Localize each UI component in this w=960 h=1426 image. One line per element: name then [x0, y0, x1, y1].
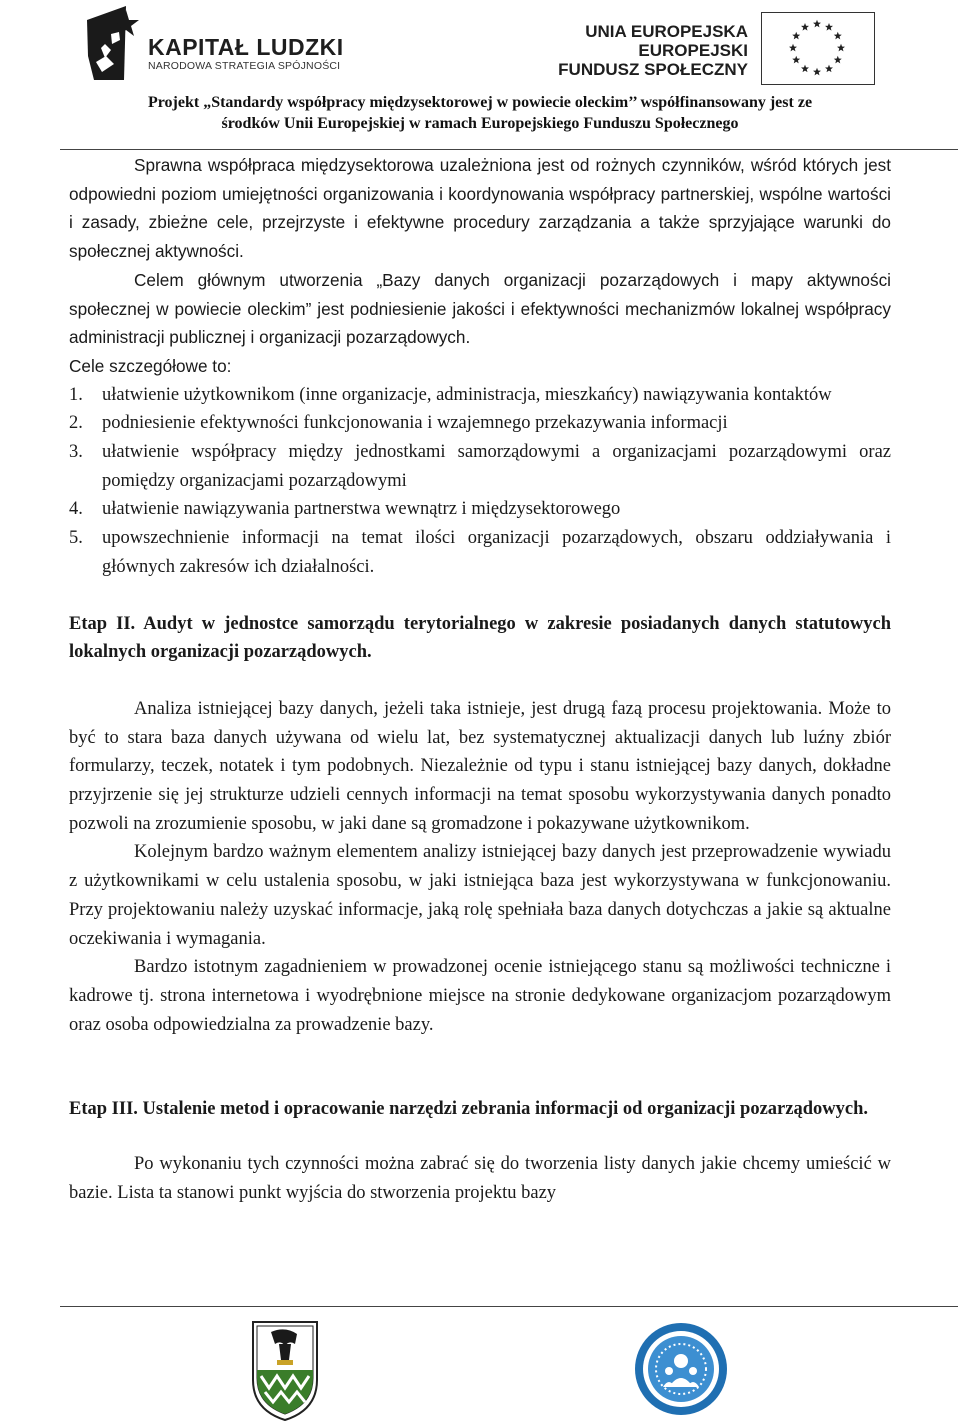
eu-flag-icon [762, 13, 873, 83]
list-item-number: 3. [69, 442, 83, 463]
eu-star-icon [813, 68, 821, 76]
list-item-number: 4. [69, 499, 83, 520]
document-body [69, 151, 891, 1208]
eu-line-3: FUNDUSZ SPOŁECZNY [558, 60, 748, 79]
powiat-crest-icon [249, 1318, 321, 1423]
spacer [69, 1122, 891, 1150]
eu-star-icon [792, 56, 800, 64]
spacer [69, 582, 891, 610]
eu-star-icon [792, 32, 800, 40]
eu-star-icon [825, 23, 833, 31]
goals-label: Cele szczegółowe to: [69, 355, 232, 376]
list-item [69, 381, 891, 410]
eu-line-1: UNIA EUROPEJSKA [585, 22, 748, 41]
list-item-number: 5. [69, 528, 83, 549]
kapital-ludzki-subtitle: NARODOWA STRATEGIA SPÓJNOŚCI [148, 60, 341, 72]
kapital-ludzki-title: KAPITAŁ LUDZKI [148, 34, 344, 60]
eu-star-icon [813, 20, 821, 28]
eu-star-icon [834, 56, 842, 64]
eu-flag-box [761, 12, 875, 85]
stage-2-paragraph-2: Kolejnym bardzo ważnym elementem analizy istniejącej bazy danych jest przeprowadzenie wywiadu z użytkownikami w celu ustalenia sposobu, w jaki istniejąca baza jest wykorzystywana w funkcjonowaniu. Przy projektowaniu należy uzyskać informacje, jaką rolę spełniała baza danych dotychczas a jakie są aktualne oczekiwania i wymagania. [69, 842, 891, 949]
goals-list [69, 381, 891, 582]
page-header [0, 0, 960, 152]
list-item-number: 2. [69, 413, 83, 434]
list-item-text: ułatwienie użytkownikom (inne organizacje, administracja, mieszkańcy) nawiązywania kontaktów [102, 384, 832, 405]
stage-3-heading: Etap III. Ustalenie metod i opracowanie narzędzi zebrania informacji od organizacji pozarządowych. [69, 1099, 869, 1120]
project-banner [0, 92, 960, 134]
eu-star-icon [837, 44, 845, 52]
organization-badge-icon [633, 1321, 729, 1417]
stage-2-paragraph-1: Analiza istniejącej bazy danych, jeżeli taka istnieje, jest drugą fazą procesu projektowania. Może to być to stara baza danych używana od wielu lat, bez systematycznej aktualizacji danych lub luźny zbiór formularzy, teczek, notatek i tym podobnych. Niezależnie od typu i stanu istniejącej bazy danych, dokładne przyjrzenie się jej strukturze udzieli cennych informacji na temat sposobu wykorzystywania danych ponadto pozwoli na zrozumienie sposobu, w jaki dane są gromadzone i pokazywane użytkownikom. [69, 698, 891, 834]
list-item-text: ułatwienie współpracy między jednostkami samorządowymi a organizacjami pozarządowymi oraz pomiędzy organizacjami pozarządowymi [102, 442, 891, 491]
intro-paragraph-2: Celem głównym utworzenia „Bazy danych organizacji pozarządowych i mapy aktywności społecznej w powiecie oleckim” jest podniesienie jakości i efektywności mechanizmów lokalnej współpracy administracji publicznej i organizacji pozarządowych. [69, 269, 891, 348]
project-line-1: Projekt „Standardy współpracy międzysektorowej w powiecie oleckim’’ współfinansowany jest ze [147, 94, 813, 111]
list-item-text: ułatwienie nawiązywania partnerstwa wewnątrz i międzysektorowego [102, 499, 621, 520]
list-item-text: podniesienie efektywności funkcjonowania i wzajemnego przekazywania informacji [102, 413, 728, 434]
eu-logo-text [558, 22, 748, 79]
stage-2-paragraph-3: Bardzo istotnym zagadnieniem w prowadzonej ocenie istniejącego stanu są możliwości techniczne i kadrowe tj. strona internetowa i wyodrębnione miejsce na stronie dedykowane organizacjom pozarządowym oraz osoba odpowiedzialna za prowadzenie bazy. [69, 957, 891, 1035]
eu-star-icon [801, 23, 809, 31]
project-line-2: środków Unii Europejskiej w ramach Europejskiego Funduszu Społecznego [221, 115, 739, 132]
header-divider [60, 149, 958, 150]
list-item [69, 409, 891, 438]
eu-line-2: EUROPEJSKI [638, 41, 748, 60]
stage-2-heading: Etap II. Audyt w jednostce samorządu terytorialnego w zakresie posiadanych danych statutowych lokalnych organizacji pozarządowych. [69, 613, 891, 663]
eu-star-icon [834, 32, 842, 40]
eu-star-icon [825, 65, 833, 73]
spacer [69, 667, 891, 695]
footer-divider [60, 1306, 958, 1307]
list-item [69, 438, 891, 495]
list-item [69, 524, 891, 581]
stage-3-paragraph-1: Po wykonaniu tych czynności można zabrać się do tworzenia listy danych jakie chcemy umieścić w bazie. Lista ta stanowi punkt wyjścia do stworzenia projektu bazy [69, 1154, 891, 1204]
intro-paragraph-1: Sprawna współpraca międzysektorowa uzależniona jest od rożnych czynników, wśród których jest odpowiedni poziom umiejętności organizowania i koordynowania współpracy partnerskiej, wspólne wartości i zasady, zbieżne cele, przejrzyste i efektywne procedury zarządzania a także sprzyjające warunki do społecznej aktywności. [69, 155, 891, 262]
spacer [69, 1039, 891, 1097]
list-item [69, 495, 891, 524]
list-item-number: 1. [69, 384, 83, 405]
eu-star-icon [801, 65, 809, 73]
eu-star-icon [789, 44, 797, 52]
list-item-text: upowszechnienie informacji na temat ilości organizacji pozarządowych, obszaru oddziaływania i głównych zakresów ich działalności. [102, 528, 891, 577]
